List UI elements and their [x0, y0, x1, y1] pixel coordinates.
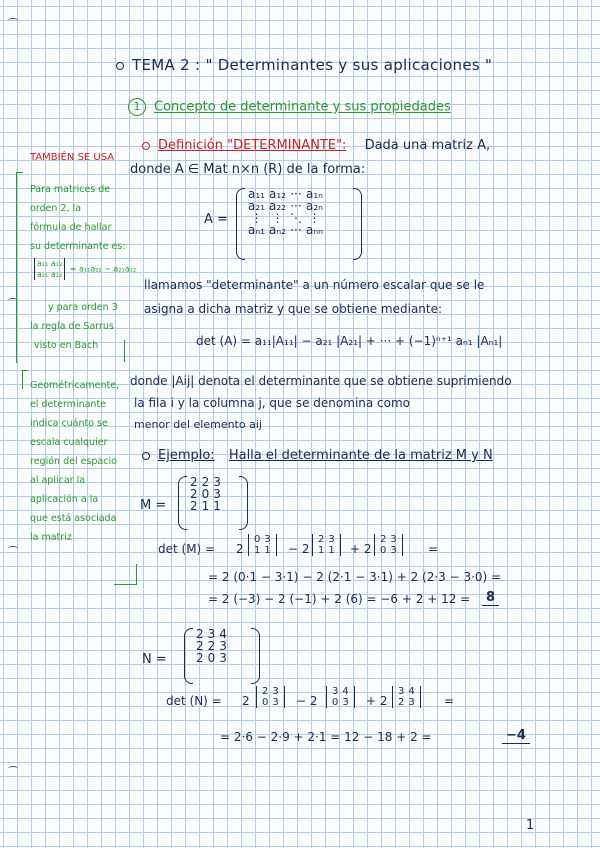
equals-sign: =: [444, 694, 455, 708]
det-n-minor-cell: 0: [262, 697, 269, 708]
det-m-minor-cell: 1: [254, 545, 261, 556]
page-title: TEMA 2 : " Determinantes y sus aplicaciones ": [116, 56, 492, 74]
body-text-line: asigna a dicha matriz y que se obtiene mediante:: [144, 302, 443, 316]
matrix-n-cell: 2: [207, 639, 216, 653]
det-n-minor-cell: 4: [342, 686, 349, 697]
det-m-minor-cell: 3: [264, 534, 271, 545]
margin-mark: [8, 18, 18, 23]
det-m-coef: − 2: [288, 542, 310, 556]
det-n-coef: + 2: [366, 694, 388, 708]
bullet-icon: [116, 62, 124, 70]
body-text-line: llamamos "determinante" a un número escalar que se le: [144, 278, 485, 292]
det-m-minor-cell: 2: [380, 534, 387, 545]
matrix-m-grid: [188, 476, 223, 512]
det-m-minor-cell: 0: [380, 545, 387, 556]
matrix-m-cell: 2: [201, 475, 210, 489]
matrix-n-cell: 4: [219, 627, 227, 641]
matrix-a-cell: aₙ₂: [269, 223, 286, 237]
matrix-a-cell: ⋱: [289, 211, 302, 225]
det-m-coef: 2: [236, 542, 244, 556]
matrix-m-cell: 2: [190, 475, 198, 489]
matrix-a-grid: [246, 188, 325, 236]
matrix-a-cell: a₁₂: [268, 187, 286, 201]
det-n-step-1: = 2·6 − 2·9 + 2·1 = 12 − 18 + 2 =: [220, 730, 432, 744]
det-m-coef: + 2: [350, 542, 372, 556]
matrix-m: [178, 476, 248, 530]
matrix-m-cell: 3: [213, 475, 221, 489]
margin-mark: [8, 766, 18, 771]
sidebar-det2: a₁₁ a₁₂ a₂₁ a₂₂ = a₁₁a₂₂ − a₂₁a₁₂: [32, 258, 136, 280]
sidebar-note-2: y para orden 3 la regla de Sarrus visto en Bach: [30, 302, 118, 351]
matrix-m-cell: 0: [201, 487, 210, 501]
body-text-line: menor del elemento aij: [134, 418, 262, 431]
det-m-minor-cell: 1: [328, 545, 335, 556]
geo-bracket: [22, 370, 28, 389]
matrix-a-cell: a₂₂: [268, 199, 286, 213]
matrix-a-cell: ···: [290, 223, 302, 237]
matrix-n-cell: 2: [196, 639, 204, 653]
matrix-a-cell: aₙₙ: [305, 223, 323, 237]
det-m-minor-cell: 1: [318, 545, 325, 556]
det-n-minor-cell: 4: [408, 686, 415, 697]
matrix-n-cell: 0: [207, 651, 216, 665]
margin-mark: [8, 546, 18, 551]
det-n-minor-cell: 3: [272, 697, 279, 708]
matrix-a-cell: aₙ₁: [248, 223, 265, 237]
det-n-minor-2: [326, 686, 355, 708]
det-m-step-1: = 2 (0·1 − 3·1) − 2 (2·1 − 3·1) + 2 (2·3 − 3·0) =: [208, 570, 502, 584]
geometric-note: Geométricamente, el determinante indica cuánto se escala cualquier región del espacio al aplicar la aplicación a la que está asociada la matriz: [30, 380, 120, 543]
det-n-result: −4: [502, 728, 530, 744]
body-text-line: donde |Aij| denota el determinante que se obtiene suprimiendo: [130, 374, 512, 388]
matrix-a-cell: ···: [290, 187, 302, 201]
det-m-minor-cell: 3: [390, 534, 397, 545]
matrix-a-cell: ⋮: [308, 211, 321, 225]
sidebar-bracket: [16, 172, 23, 363]
matrix-n-grid: [194, 628, 229, 664]
bullet-icon: [142, 452, 150, 460]
definition-label: Definición "DETERMINANTE":: [158, 138, 347, 153]
det-n-minor-cell: 3: [272, 686, 279, 697]
sidebar-note: Para matrices de orden 2, la fórmula de hallar su determinante es:: [30, 184, 126, 252]
matrix-a-cell: a₁₁: [248, 187, 265, 201]
section-label: Concepto de determinante y sus propiedades: [154, 99, 451, 115]
body-text-line: la fila i y la columna j, que se denomina como: [134, 396, 411, 410]
matrix-m-cell: 3: [213, 487, 221, 501]
determinant-formula: det (A) = a₁₁|A₁₁| − a₂₁ |A₂₁| + ··· + (−1)ⁿ⁺¹ aₙ₁ |Aₙ₁|: [196, 334, 503, 348]
det-n-coef: 2: [242, 694, 250, 708]
sidebar-heading: TAMBIÉN SE USA: [30, 152, 115, 163]
det-n-label: det (N) =: [166, 694, 222, 708]
matrix-n-cell: 3: [219, 639, 227, 653]
det-m-minor-cell: 1: [264, 545, 271, 556]
example-label: Ejemplo:: [158, 448, 215, 463]
det-m-label: det (M) =: [158, 542, 216, 556]
example-heading: [142, 448, 493, 463]
det-n-minor-cell: 0: [332, 697, 339, 708]
matrix-n-cell: 3: [207, 627, 216, 641]
matrix-a: [236, 188, 362, 260]
det-m-minor-cell: 2: [318, 534, 325, 545]
page-number: 1: [526, 818, 535, 833]
matrix-a-cell: ⋮: [250, 211, 263, 225]
equals-sign: =: [428, 542, 439, 556]
matrix-n-cell: 3: [219, 651, 227, 665]
definition-line: [142, 138, 490, 153]
det-m-result: 8: [482, 590, 499, 606]
det-m-minor-cell: 3: [328, 534, 335, 545]
matrix-m-cell: 1: [213, 499, 221, 513]
det-n-minor-cell: 3: [342, 697, 349, 708]
det-m-minor-2: [312, 534, 341, 556]
example-text: Halla el determinante de la matriz M y N: [228, 448, 493, 463]
matrix-m-cell: 2: [190, 487, 198, 501]
det-n-minor-cell: 2: [398, 697, 405, 708]
det-m-minor-cell: 3: [390, 545, 397, 556]
det-n-minor-cell: 2: [262, 686, 269, 697]
definition-intro: Dada una matriz A,: [364, 138, 491, 153]
matrix-a-cell: a₁ₙ: [305, 187, 323, 201]
det-n-coef: − 2: [296, 694, 318, 708]
det-m-step-2: = 2 (−3) − 2 (−1) + 2 (6) = −6 + 2 + 12 =: [208, 592, 471, 606]
det-m-minor-cell: 0: [254, 534, 261, 545]
definition-domain: donde A ∈ Mat n×n (R) de la forma:: [130, 162, 366, 177]
matrix-a-cell: a₂ₙ: [305, 199, 323, 213]
matrix-a-cell: a₂₁: [248, 199, 265, 213]
matrix-n-cell: 2: [196, 651, 204, 665]
matrix-n-label: N =: [142, 652, 167, 667]
sidebar-bracket-right: [124, 340, 125, 362]
bullet-icon: [142, 142, 150, 150]
det-n-minor-3: [392, 686, 421, 708]
det-m-minor-1: [248, 534, 277, 556]
det-n-minor-cell: 3: [398, 686, 405, 697]
matrix-m-label: M =: [140, 498, 167, 513]
matrix-n: [184, 628, 260, 684]
section-heading: [128, 98, 451, 116]
matrix-n-cell: 2: [196, 627, 204, 641]
matrix-a-cell: ⋮: [271, 211, 284, 225]
matrix-m-cell: 1: [201, 499, 210, 513]
det-n-minor-cell: 3: [332, 686, 339, 697]
matrix-a-label: A =: [204, 212, 228, 227]
geo-bracket-end: [114, 564, 137, 585]
section-number: 1: [128, 98, 146, 116]
det-n-minor-cell: 3: [408, 697, 415, 708]
det-n-minor-1: [256, 686, 285, 708]
matrix-m-cell: 2: [190, 499, 198, 513]
det-m-minor-3: [374, 534, 403, 556]
matrix-a-cell: ···: [290, 199, 302, 213]
